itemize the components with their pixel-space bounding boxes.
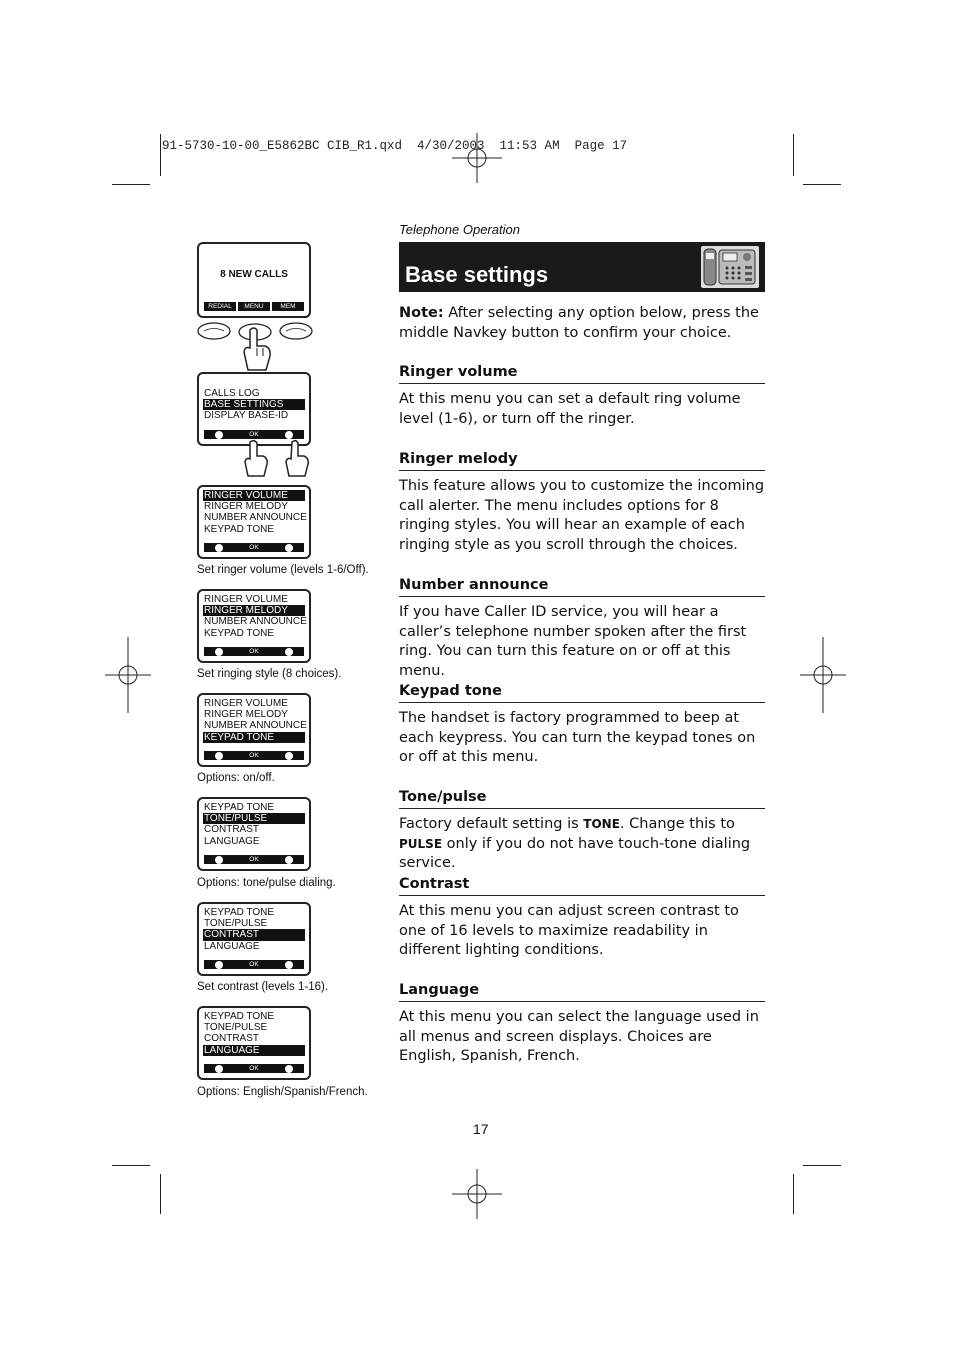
down-arrow-icon <box>285 648 293 656</box>
screen-lines <box>203 698 305 743</box>
body-ringer-melody: This feature allows you to customize the incoming call alerter. The menu includes options for 8 ringing styles. You will hear an example of each ringing style as you scroll through the choices. <box>399 478 765 553</box>
up-arrow-icon <box>215 648 223 656</box>
tone-pulse-text-2: . Change this to <box>619 816 735 832</box>
nav-bar <box>204 751 304 760</box>
contrast-screen <box>197 902 311 976</box>
caption-ringer-melody: Set ringing style (8 choices). <box>197 668 342 680</box>
line-language: LANGUAGE <box>203 1045 305 1056</box>
line-keypad-tone: KEYPAD TONE <box>204 907 275 918</box>
line-tone-pulse: TONE/PULSE <box>204 918 268 930</box>
screen-lines <box>203 490 305 535</box>
up-arrow-icon <box>215 1065 223 1073</box>
softkey-mem: MEM <box>272 302 304 311</box>
line-ringer-volume: RINGER VOLUME <box>204 698 288 709</box>
new-calls-text: 8 NEW CALLS <box>220 269 288 280</box>
line-ringer-melody: RINGER MELODY <box>204 501 288 513</box>
nav-bar <box>204 960 304 969</box>
heading-tone-pulse: Tone/pulse <box>399 789 765 809</box>
tone-pulse-screen <box>197 797 311 871</box>
down-arrow-icon <box>285 752 293 760</box>
caption-tone-pulse: Options: tone/pulse dialing. <box>197 877 336 889</box>
down-arrow-icon <box>285 961 293 969</box>
ringer-melody-screen <box>197 589 311 663</box>
ringer-volume-screen <box>197 485 311 559</box>
caption-contrast: Set contrast (levels 1-16). <box>197 981 329 993</box>
crop-mark <box>803 1165 841 1166</box>
crop-mark <box>160 1174 161 1214</box>
line-language: LANGUAGE <box>204 940 260 952</box>
caption-language: Options: English/Spanish/French. <box>197 1086 368 1098</box>
nav-bar <box>204 647 304 656</box>
crop-mark <box>793 134 794 176</box>
scroll-hands-icon <box>240 440 310 478</box>
line-ringer-volume: RINGER VOLUME <box>204 594 288 605</box>
line-number-announce: NUMBER ANNOUNCE <box>204 616 307 628</box>
ok-label: OK <box>249 1065 259 1072</box>
ok-label: OK <box>249 648 259 655</box>
menu-line-calls-log: CALLS LOG <box>204 388 260 399</box>
line-contrast: CONTRAST <box>204 1033 259 1045</box>
heading-ringer-volume: Ringer volume <box>399 364 765 384</box>
down-arrow-icon <box>285 431 293 439</box>
ok-label: OK <box>249 961 259 968</box>
heading-ringer-melody: Ringer melody <box>399 451 765 471</box>
body-contrast: At this menu you can adjust screen contrast to one of 16 levels to maximize readability in different lighting conditions. <box>399 903 739 959</box>
menu-line-display-base-id: DISPLAY BASE-ID <box>204 410 289 422</box>
tone-pulse-text-1: Factory default setting is <box>399 816 584 832</box>
line-contrast: CONTRAST <box>204 824 259 836</box>
print-slug: 91-5730-10-00_E5862BC CIB_R1.qxd 4/30/2003 11:53 AM Page 17 <box>162 139 628 153</box>
crop-mark <box>112 1165 150 1166</box>
up-arrow-icon <box>215 431 223 439</box>
ok-label: OK <box>249 752 259 759</box>
crop-mark <box>112 184 150 185</box>
ok-label: OK <box>249 544 259 551</box>
registration-mark-icon <box>800 637 846 713</box>
menu-line-base-settings: BASE SETTINGS <box>203 399 305 410</box>
body-keypad-tone: The handset is factory programmed to beep at each keypress. You can turn the keypad tones on or off at this menu. <box>399 710 756 766</box>
line-language: LANGUAGE <box>204 835 260 847</box>
tone-keyword: TONE <box>583 817 620 831</box>
pulse-keyword: PULSE <box>399 836 443 851</box>
note-label: Note: <box>399 305 444 321</box>
line-tone-pulse: TONE/PULSE <box>203 813 305 824</box>
line-keypad-tone: KEYPAD TONE <box>204 523 275 535</box>
caption-keypad-tone: Options: on/off. <box>197 772 275 784</box>
menu-lines <box>203 388 305 422</box>
up-arrow-icon <box>215 961 223 969</box>
up-arrow-icon <box>215 856 223 864</box>
line-keypad-tone: KEYPAD TONE <box>203 732 305 743</box>
up-arrow-icon <box>215 752 223 760</box>
down-arrow-icon <box>285 544 293 552</box>
screen-lines <box>203 594 305 639</box>
note <box>399 304 759 343</box>
line-keypad-tone: KEYPAD TONE <box>204 802 275 813</box>
body-number-announce: If you have Caller ID service, you will hear a caller’s telephone number spoken after the first ring. You can turn this feature on or off at this menu. <box>399 604 747 679</box>
language-screen <box>197 1006 311 1080</box>
heading-number-announce: Number announce <box>399 577 765 597</box>
down-arrow-icon <box>285 1065 293 1073</box>
page-number: 17 <box>473 1121 489 1137</box>
up-arrow-icon <box>215 544 223 552</box>
line-keypad-tone: KEYPAD TONE <box>204 1011 275 1022</box>
body-tone-pulse <box>399 815 765 874</box>
line-keypad-tone: KEYPAD TONE <box>204 627 275 639</box>
ok-label: OK <box>249 856 259 863</box>
screen-lines <box>203 802 305 847</box>
title-banner <box>399 242 765 292</box>
softkey-redial: REDIAL <box>204 302 236 311</box>
body-language: At this menu you can select the language used in all menus and screen displays. Choices are English, Spanish, French. <box>399 1009 759 1065</box>
caption-ringer-volume: Set ringer volume (levels 1-6/Off). <box>197 564 369 576</box>
line-contrast: CONTRAST <box>203 929 305 940</box>
line-tone-pulse: TONE/PULSE <box>204 1022 268 1034</box>
line-ringer-melody: RINGER MELODY <box>204 709 288 721</box>
heading-contrast: Contrast <box>399 876 765 896</box>
page-title: Base settings <box>405 262 549 287</box>
keypad-tone-screen <box>197 693 311 767</box>
line-number-announce: NUMBER ANNOUNCE <box>204 720 307 732</box>
phone-base-icon <box>701 246 759 288</box>
note-text: After selecting any option below, press the middle Navkey button to confirm your choice. <box>399 305 759 341</box>
softkey-bar <box>204 302 304 311</box>
crop-mark <box>160 134 161 176</box>
menu-screen <box>197 372 311 446</box>
nav-bar <box>204 855 304 864</box>
section-label: Telephone Operation <box>399 222 520 237</box>
down-arrow-icon <box>285 856 293 864</box>
nav-bar <box>204 430 304 439</box>
idle-screen <box>197 242 311 318</box>
line-number-announce: NUMBER ANNOUNCE <box>204 512 307 524</box>
nav-bar <box>204 543 304 552</box>
heading-language: Language <box>399 982 765 1002</box>
crop-mark <box>803 184 841 185</box>
registration-mark-icon <box>452 1169 502 1219</box>
body-ringer-volume: At this menu you can set a default ring volume level (1-6), or turn off the ringer. <box>399 391 741 427</box>
registration-mark-icon <box>105 637 151 713</box>
screen-lines <box>203 907 305 952</box>
ok-label: OK <box>249 431 259 438</box>
pointing-hand-icon <box>240 326 276 372</box>
softkey-menu: MENU <box>238 302 270 311</box>
line-ringer-volume: RINGER VOLUME <box>203 490 305 501</box>
nav-bar <box>204 1064 304 1073</box>
tone-pulse-text-3: only if you do not have touch-tone dialing service. <box>399 835 751 872</box>
heading-keypad-tone: Keypad tone <box>399 683 765 703</box>
screen-lines <box>203 1011 305 1056</box>
line-ringer-melody: RINGER MELODY <box>203 605 305 616</box>
crop-mark <box>793 1174 794 1214</box>
